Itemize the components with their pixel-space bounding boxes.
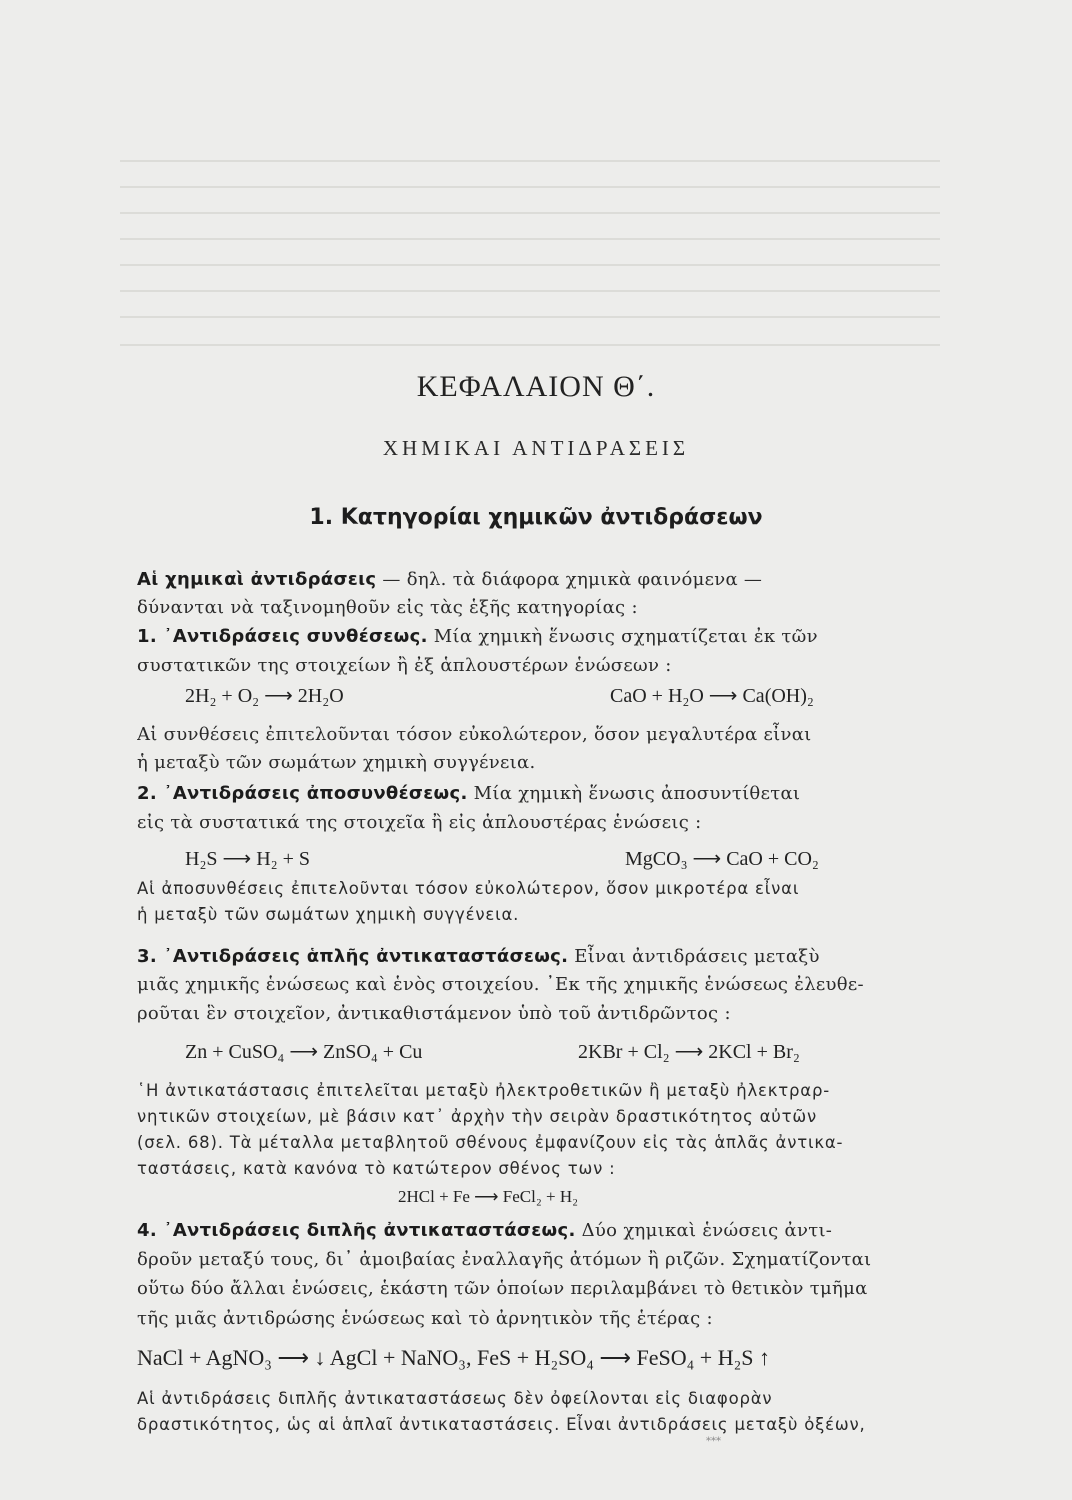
chapter-subtitle: ΧΗΜΙΚΑΙ ΑΝΤΙΔΡΑΣΕΙΣ bbox=[382, 436, 690, 460]
paragraph-line: δύνανται νὰ ταξινομηθοῦν εἰς τὰς ἑξῆς κατηγορίας : bbox=[137, 597, 638, 618]
paragraph-line: εἰς τὰ συστατικά της στοιχεῖα ἢ εἰς ἁπλουστέρας ἑνώσεις : bbox=[137, 812, 702, 833]
paragraph-line: ῾Η ἀντικατάστασις ἐπιτελεῖται μεταξὺ ἠλεκτροθετικῶν ἢ μεταξὺ ἠλεκτραρ- bbox=[137, 1081, 830, 1100]
bleed-through-line bbox=[120, 238, 940, 240]
chemical-equation: 2HCl + Fe ⟶ FeCl₂ + H₂ bbox=[398, 1187, 579, 1206]
subsection-heading: 4. ᾿Αντιδράσεις διπλῆς ἀντικαταστάσεως. bbox=[137, 1220, 576, 1241]
paragraph-line: ἡ μεταξὺ τῶν σωμάτων χημικὴ συγγένεια. bbox=[137, 752, 536, 773]
paragraph-line: τῆς μιᾶς ἀντιδρώσης ἑνώσεως καὶ τὸ ἀρνητικὸν τῆς ἑτέρας : bbox=[137, 1308, 713, 1329]
subsection-heading: 2. ᾿Αντιδράσεις ἀποσυνθέσεως. bbox=[137, 783, 468, 804]
chemical-equation: 2KBr + Cl₂ ⟶ 2KCl + Br₂ bbox=[578, 1041, 800, 1063]
paragraph-line: 2. ᾿Αντιδράσεις ἀποσυνθέσεως. Μία χημικὴ ἕνωσις ἀποσυντίθεται bbox=[137, 783, 801, 804]
chemical-equation: MgCO₃ ⟶ CaO + CO₂ bbox=[625, 848, 819, 870]
paragraph-line: μιᾶς χημικῆς ἑνώσεως καὶ ἑνὸς στοιχείου. ᾿Εκ τῆς χημικῆς ἑνώσεως ἐλευθε- bbox=[137, 974, 864, 995]
paragraph-line: ροῦται ἓν στοιχεῖον, ἀντικαθιστάμενον ὑπὸ τοῦ ἀντιδρῶντος : bbox=[137, 1003, 731, 1024]
bleed-through-line bbox=[120, 186, 940, 188]
bold-term: Αἱ χημικαὶ ἀντιδράσεις bbox=[137, 569, 377, 590]
paragraph-line: Αἱ χημικαὶ ἀντιδράσεις — δηλ. τὰ διάφορα χημικὰ φαινόμενα — bbox=[137, 569, 763, 590]
chemical-equation: CaO + H₂O ⟶ Ca(OH)₂ bbox=[610, 685, 814, 707]
printer-mark: *** bbox=[706, 1436, 721, 1447]
paragraph-line: Αἱ συνθέσεις ἐπιτελοῦνται τόσον εὐκολώτερον, ὅσον μεγαλυτέρα εἶναι bbox=[137, 724, 812, 745]
section-title: 1. Κατηγορίαι χημικῶν ἀντιδράσεων bbox=[309, 505, 763, 530]
paragraph-line: (σελ. 68). Τὰ μέταλλα μεταβλητοῦ σθένους ἐμφανίζουν εἰς τὰς ἁπλᾶς ἀντικα- bbox=[137, 1133, 844, 1152]
paragraph-line: 1. ᾿Αντιδράσεις συνθέσεως. Μία χημικὴ ἕνωσις σχηματίζεται ἐκ τῶν bbox=[137, 626, 818, 647]
chemical-equation: Zn + CuSO₄ ⟶ ZnSO₄ + Cu bbox=[185, 1041, 423, 1063]
paragraph-line: ἡ μεταξὺ τῶν σωμάτων χημικὴ συγγένεια. bbox=[137, 905, 520, 924]
chemical-equation: 2H₂ + O₂ ⟶ 2H₂O bbox=[185, 685, 344, 707]
subsection-heading: 3. ᾿Αντιδράσεις ἁπλῆς ἀντικαταστάσεως. bbox=[137, 946, 569, 967]
paragraph-line: 4. ᾿Αντιδράσεις διπλῆς ἀντικαταστάσεως. Δύο χημικαὶ ἑνώσεις ἀντι- bbox=[137, 1220, 833, 1241]
bleed-through-line bbox=[120, 160, 940, 162]
paragraph-line: δραστικότητος, ὡς αἱ ἁπλαῖ ἀντικαταστάσεις. Εἶναι ἀντιδράσεις μεταξὺ ὀξέων, bbox=[137, 1415, 866, 1434]
paragraph-line: Αἱ ἀντιδράσεις διπλῆς ἀντικαταστάσεως δὲν ὀφείλονται εἰς διαφορὰν bbox=[137, 1389, 773, 1408]
paragraph-line: Αἱ ἀποσυνθέσεις ἐπιτελοῦνται τόσον εὐκολώτερον, ὅσον μικροτέρα εἶναι bbox=[137, 879, 800, 898]
bleed-through-line bbox=[120, 316, 940, 318]
bleed-through-line bbox=[120, 264, 940, 266]
subsection-heading: 1. ᾿Αντιδράσεις συνθέσεως. bbox=[137, 626, 428, 647]
bleed-through-line bbox=[120, 344, 940, 346]
paragraph-line: συστατικῶν της στοιχείων ἢ ἐξ ἁπλουστέρων ἑνώσεων : bbox=[137, 655, 672, 676]
paragraph-line: οὕτω δύο ἄλλαι ἑνώσεις, ἑκάστη τῶν ὁποίων περιλαμβάνει τὸ θετικὸν τμῆμα bbox=[137, 1278, 868, 1299]
bleed-through-line bbox=[120, 212, 940, 214]
paragraph-line: δροῦν μεταξύ τους, δι᾿ ἀμοιβαίας ἐναλλαγῆς ἀτόμων ἢ ριζῶν. Σχηματίζονται bbox=[137, 1249, 872, 1270]
chemical-equation: H₂S ⟶ H₂ + S bbox=[185, 848, 311, 870]
paragraph-line: νητικῶν στοιχείων, μὲ βάσιν κατ᾿ ἀρχὴν τὴν σειρὰν δραστικότητος αὐτῶν bbox=[137, 1107, 818, 1126]
paragraph-line: ταστάσεις, κατὰ κανόνα τὸ κατώτερον σθένος των : bbox=[137, 1159, 616, 1178]
chemical-equation: NaCl + AgNO₃ ⟶ ↓ AgCl + NaNO₃, FeS + H₂SO₄ ⟶ FeSO₄ + H₂S ↑ bbox=[137, 1345, 770, 1370]
paragraph-line: 3. ᾿Αντιδράσεις ἁπλῆς ἀντικαταστάσεως. Εἶναι ἀντιδράσεις μεταξὺ bbox=[137, 946, 820, 967]
chapter-title: ΚΕΦΑΛΑΙΟΝ Θ΄. bbox=[416, 370, 656, 403]
bleed-through-line bbox=[120, 290, 940, 292]
